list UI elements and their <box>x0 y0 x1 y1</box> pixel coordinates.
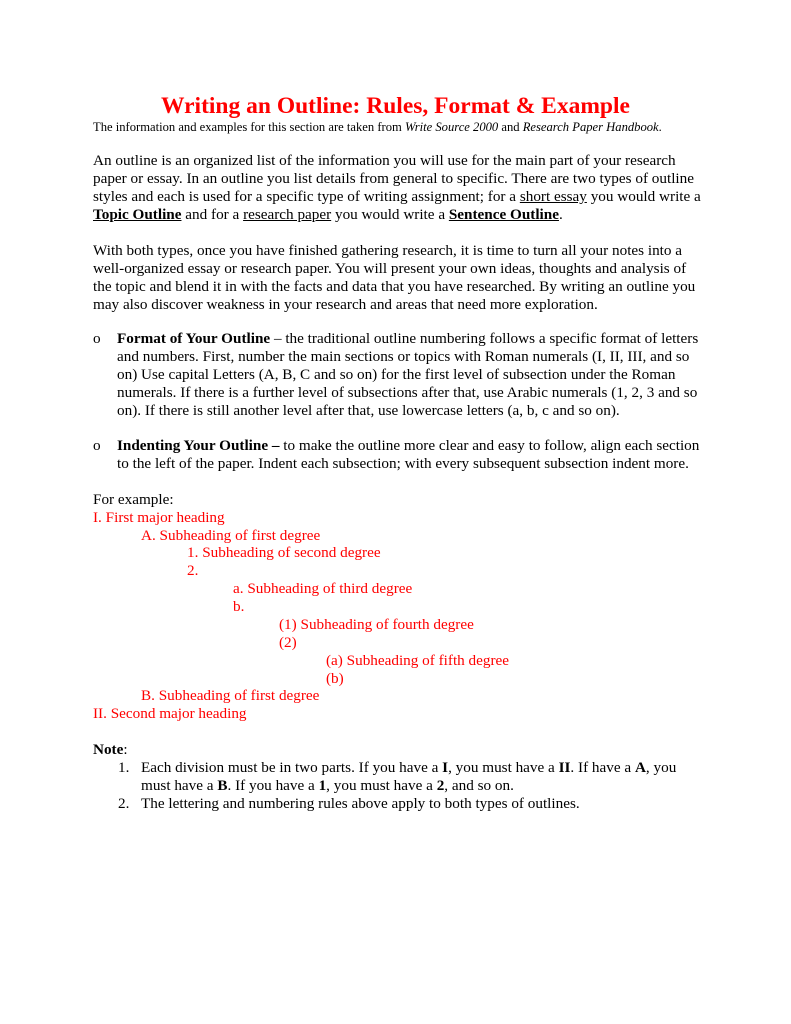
second-paragraph: With both types, once you have finished gathering research, it is time to turn all your notes into a well-organized essay or research paper. You will present your own ideas, thoughts and analysis of the topic and blend it in with the facts and data that you have researched. By writing an outline you may also discover weakness in your research and areas that need more exploration. <box>93 242 696 313</box>
for-example-label: For example: <box>93 491 174 508</box>
text: you would write a <box>586 188 701 205</box>
source-text: and <box>498 120 523 134</box>
outline-line: 1. Subheading of second degree <box>187 544 381 561</box>
outline-line: b. <box>233 598 245 615</box>
underlined-text: research paper <box>243 206 332 223</box>
bold-text: II <box>558 759 571 776</box>
book-title: Research Paper Handbook <box>522 120 659 134</box>
text: . If have a <box>570 759 635 776</box>
bold-text: 1 <box>318 777 327 794</box>
outline-line: (a) Subheading of fifth degree <box>326 652 510 669</box>
outline-line: A. Subheading of first degree <box>141 527 321 544</box>
text: Each division must be in two parts. If you have a <box>141 759 443 776</box>
bold-underlined-text: Sentence Outline <box>448 206 559 223</box>
outline-line: (1) Subheading of fourth degree <box>279 616 474 633</box>
intro-paragraph <box>93 152 703 224</box>
outline-line: I. First major heading <box>93 509 225 526</box>
bold-text: I <box>442 759 449 776</box>
page-title: Writing an Outline: Rules, Format & Example <box>161 93 630 119</box>
book-title: Write Source 2000 <box>404 120 499 134</box>
outline-line: a. Subheading of third degree <box>233 580 413 597</box>
bullet-heading: Indenting Your Outline – <box>117 437 280 454</box>
bullet-item <box>93 330 703 420</box>
bold-text: B <box>217 777 228 794</box>
note-number: 1. <box>118 759 130 776</box>
bullet-text: – the traditional outline numbering follows a specific format of letters and numbers. First, number the main sections or topics with Roman numerals (I, II, III, and so on) Use capital Letters (A, B, C and so on) for the first level of subsection under the Roman numerals. If there is a further level of subsections after that, use Arabic numerals (1, 2, 3 and so on). If there is still another level after that, use lowercase letters (a, b, c and so on). <box>117 330 699 419</box>
bullet-heading: Format of Your Outline <box>117 330 271 347</box>
text: . <box>558 206 563 223</box>
outline-line: (b) <box>326 670 344 687</box>
source-note <box>93 119 662 135</box>
text: . If you have a <box>227 777 319 794</box>
bullet-icon: o <box>93 330 101 347</box>
bold-underlined-text: Topic Outline <box>93 206 182 223</box>
bullet-icon: o <box>93 437 101 454</box>
bullet-item <box>93 437 703 473</box>
note-heading <box>93 741 128 759</box>
outline-line: 2. <box>187 562 199 579</box>
text: An outline is an organized list of the information you will use for the main part of your research paper or essay. In an outline you list details from general to specific. There are two types of outline styles and each is used for a specific type of writing assignment; for a <box>93 152 694 205</box>
bold-text: 2 <box>436 777 445 794</box>
bold-text: A <box>634 759 646 776</box>
bullet-text: to make the outline more clear and easy to follow, align each section to the left of the paper. Indent each subsection; with every subsequent subsection indent more. <box>117 437 700 472</box>
note-item <box>118 795 703 813</box>
outline-line: (2) <box>279 634 297 651</box>
text: , you must have a <box>448 759 559 776</box>
text: , you must have a <box>141 759 677 794</box>
text: , and so on. <box>444 777 514 794</box>
note-label: Note <box>93 741 124 758</box>
outline-line: II. Second major heading <box>93 705 247 722</box>
note-text: The lettering and numbering rules above apply to both types of outlines. <box>141 795 580 812</box>
source-text: The information and examples for this section are taken from <box>93 120 405 134</box>
note-item <box>118 759 703 795</box>
note-number: 2. <box>118 795 130 812</box>
outline-line: B. Subheading of first degree <box>141 687 320 704</box>
underlined-text: short essay <box>519 188 587 205</box>
source-text: . <box>658 120 662 134</box>
text: , you must have a <box>326 777 437 794</box>
note-colon: : <box>123 741 128 758</box>
text: and for a <box>181 206 244 223</box>
text: you would write a <box>331 206 449 223</box>
